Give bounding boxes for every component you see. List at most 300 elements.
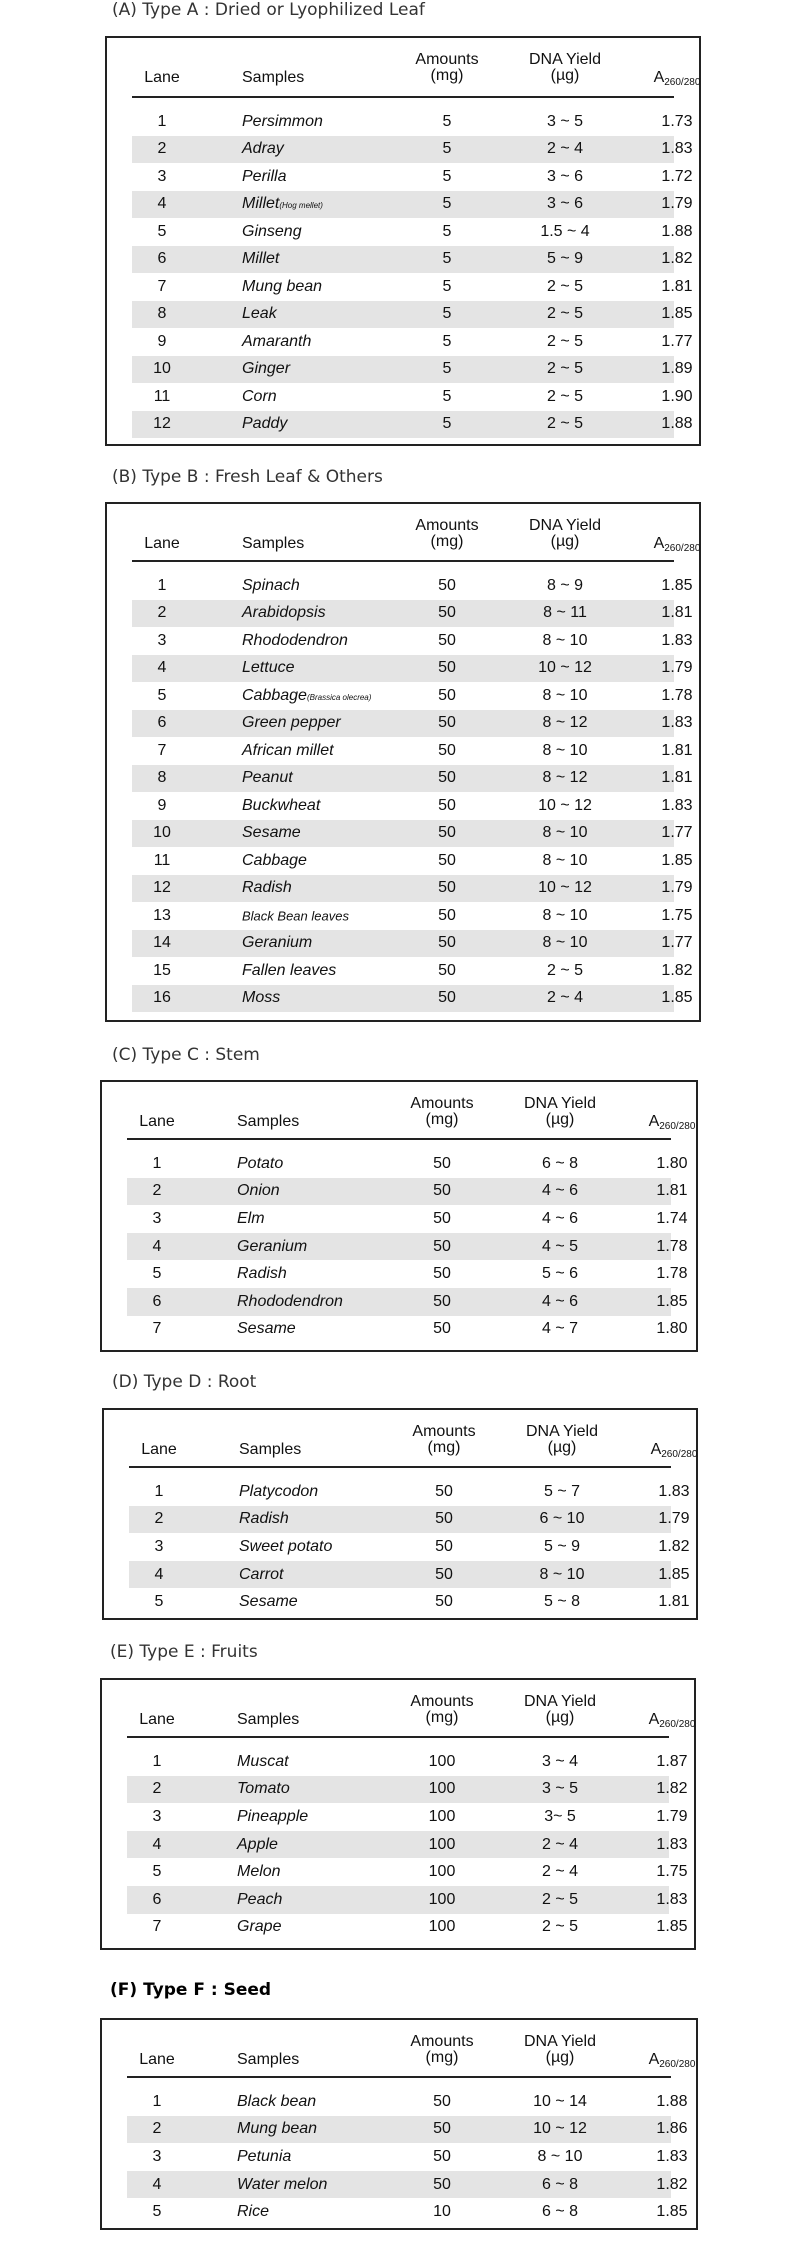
table-row: [127, 1288, 688, 1316]
table-row: [127, 2116, 688, 2144]
cell-sample: [242, 962, 336, 980]
cell-sample: [242, 742, 334, 760]
table-row: [132, 163, 693, 191]
section-title-a: (A) Type A : Dried or Lyophilized Leaf: [112, 0, 425, 20]
cell-lane: 3: [157, 631, 167, 649]
cell-sample-name: Radish: [239, 1510, 289, 1528]
header-samples: Samples: [237, 1113, 300, 1130]
cell-ratio: 1.83: [661, 140, 693, 158]
table-row: [132, 820, 693, 848]
header-yield-unit: (µg): [547, 1439, 577, 1456]
cell-sample: [242, 797, 320, 815]
cell-amount: 5: [442, 305, 452, 323]
cell-amount: 100: [428, 1835, 456, 1853]
table-header: [129, 1422, 698, 1468]
cell-ratio: 1.81: [658, 1593, 690, 1611]
cell-dna-yield: 1.5 ~ 4: [540, 222, 590, 240]
cell-sample: [237, 1182, 280, 1200]
cell-amount: 50: [435, 1593, 453, 1611]
cell-amount: 5: [442, 167, 452, 185]
cell-lane: 2: [157, 140, 167, 158]
header-amounts: [399, 1424, 489, 1456]
cell-lane: 4: [154, 1565, 164, 1583]
header-yield-unit: (µg): [550, 533, 580, 550]
cell-dna-yield: 2 ~ 5: [546, 415, 584, 433]
cell-lane: 14: [153, 934, 171, 952]
cell-ratio: 1.88: [656, 2092, 688, 2110]
table-row: [132, 930, 693, 958]
cell-amount: 50: [438, 631, 456, 649]
cell-ratio: 1.73: [661, 112, 693, 130]
header-ratio-sub: 260/280: [661, 1449, 698, 1460]
cell-sample: [237, 1753, 289, 1771]
header-samples: Samples: [237, 1711, 300, 1728]
cell-dna-yield: 5 ~ 8: [543, 1593, 581, 1611]
cell-dna-yield: 8 ~ 9: [546, 576, 584, 594]
cell-sample-note: (Brassica olecrea): [306, 692, 372, 702]
header-absorbance-ratio: [637, 2052, 707, 2073]
header-amounts: [402, 52, 492, 84]
cell-sample-name: Geranium: [242, 934, 313, 952]
cell-sample-name: Elm: [237, 1209, 265, 1227]
header-yield-unit: (µg): [550, 67, 580, 84]
cell-dna-yield: 2 ~ 4: [541, 1863, 579, 1881]
cell-sample-name: Grape: [237, 1918, 282, 1936]
cell-lane: 5: [157, 686, 167, 704]
header-lane: Lane: [139, 1113, 175, 1130]
cell-lane: 4: [157, 195, 167, 213]
cell-sample-name: Mung bean: [237, 2120, 318, 2138]
header-yield-unit: (µg): [545, 1709, 575, 1726]
cell-lane: 5: [152, 2203, 162, 2221]
cell-lane: 6: [152, 1890, 162, 1908]
cell-ratio: 1.88: [661, 222, 693, 240]
header-amounts-label: Amounts: [410, 2033, 474, 2050]
cell-dna-yield: 2 ~ 4: [546, 989, 584, 1007]
cell-amount: 50: [438, 659, 456, 677]
cell-dna-yield: 5 ~ 9: [546, 250, 584, 268]
header-dna-yield: [510, 518, 620, 550]
table-row: [132, 957, 693, 985]
cell-sample: [237, 1210, 265, 1228]
cell-ratio: 1.72: [661, 167, 693, 185]
cell-ratio: 1.75: [656, 1863, 688, 1881]
cell-sample: [242, 908, 349, 923]
cell-sample: [237, 1238, 307, 1256]
header-lane: Lane: [139, 1711, 175, 1728]
cell-lane: 3: [152, 1807, 162, 1825]
cell-amount: 100: [428, 1752, 456, 1770]
cell-amount: 50: [438, 989, 456, 1007]
cell-sample-name: Onion: [237, 1182, 280, 1200]
header-yield-unit: (µg): [545, 1111, 575, 1128]
table-row: [129, 1478, 690, 1506]
cell-lane: 13: [153, 906, 171, 924]
cell-sample-name: Pineapple: [237, 1807, 309, 1825]
cell-amount: 50: [433, 1154, 451, 1172]
header-absorbance-ratio: [637, 1712, 707, 1733]
cell-lane: 7: [157, 741, 167, 759]
cell-ratio: 1.78: [656, 1237, 688, 1255]
table-row: [127, 2198, 688, 2226]
header-ratio-main: A: [650, 1441, 662, 1458]
cell-sample: [239, 1483, 318, 1501]
cell-amount: 50: [433, 1209, 451, 1227]
cell-dna-yield: 6 ~ 8: [541, 1154, 579, 1172]
cell-sample-name: Geranium: [237, 1237, 308, 1255]
table-row: [132, 136, 693, 164]
cell-sample: [237, 2120, 317, 2138]
cell-lane: 1: [157, 112, 167, 130]
cell-ratio: 1.78: [661, 686, 693, 704]
cell-sample: [242, 604, 326, 622]
section-title-d: (D) Type D : Root: [112, 1372, 257, 1392]
cell-dna-yield: 4 ~ 6: [541, 1292, 579, 1310]
table-row: [127, 1803, 688, 1831]
cell-ratio: 1.88: [661, 415, 693, 433]
table-row: [132, 875, 693, 903]
cell-amount: 50: [438, 851, 456, 869]
header-ratio-main: A: [653, 69, 665, 86]
cell-amount: 50: [438, 906, 456, 924]
cell-dna-yield: 6 ~ 10: [539, 1510, 585, 1528]
cell-ratio: 1.79: [661, 195, 693, 213]
cell-amount: 50: [438, 714, 456, 732]
cell-amount: 50: [438, 576, 456, 594]
cell-sample: [237, 1293, 343, 1311]
table-row: [127, 1260, 688, 1288]
table-row: [127, 2171, 688, 2199]
cell-amount: 50: [438, 824, 456, 842]
cell-ratio: 1.90: [661, 387, 693, 405]
cell-lane: 11: [153, 387, 171, 405]
header-absorbance-ratio: [637, 1114, 707, 1135]
cell-ratio: 1.81: [661, 741, 693, 759]
cell-ratio: 1.81: [661, 277, 693, 295]
table-row: [127, 2143, 688, 2171]
cell-sample-name: African millet: [242, 741, 334, 759]
cell-amount: 50: [435, 1537, 453, 1555]
header-absorbance-ratio: [642, 70, 712, 91]
table-row: [132, 902, 693, 930]
cell-dna-yield: 8 ~ 11: [543, 604, 587, 622]
cell-dna-yield: 8 ~ 12: [542, 714, 588, 732]
cell-sample: [237, 2148, 291, 2166]
cell-ratio: 1.85: [656, 1292, 688, 1310]
table-row: [127, 1205, 688, 1233]
cell-sample-name: Perilla: [242, 167, 287, 185]
cell-lane: 5: [152, 1265, 162, 1283]
header-ratio-sub: 260/280: [664, 543, 701, 554]
cell-sample: [237, 1891, 282, 1909]
cell-dna-yield: 8 ~ 10: [542, 686, 588, 704]
cell-lane: 7: [152, 1918, 162, 1936]
table-row: [132, 985, 693, 1013]
header-amounts-label: Amounts: [410, 1693, 474, 1710]
cell-lane: 12: [153, 415, 171, 433]
cell-lane: 10: [153, 360, 171, 378]
table-row: [132, 301, 693, 329]
cell-amount: 50: [438, 961, 456, 979]
table-row: [132, 411, 693, 439]
header-dna-yield: [510, 52, 620, 84]
cell-dna-yield: 3 ~ 6: [546, 195, 584, 213]
cell-amount: 50: [433, 1265, 451, 1283]
cell-lane: 4: [152, 1835, 162, 1853]
cell-dna-yield: 3 ~ 5: [546, 112, 584, 130]
cell-sample: [237, 1780, 290, 1798]
table-row: [132, 572, 693, 600]
table-row: [132, 356, 693, 384]
header-yield-label: DNA Yield: [523, 2033, 597, 2050]
cell-amount: 100: [428, 1863, 456, 1881]
cell-sample: [242, 687, 371, 705]
cell-sample-name: Peach: [237, 1890, 283, 1908]
cell-ratio: 1.85: [661, 576, 693, 594]
cell-sample-name: Water melon: [237, 2175, 328, 2193]
cell-lane: 11: [153, 851, 171, 869]
cell-sample-name: Rhododendron: [242, 631, 348, 649]
header-absorbance-ratio: [642, 536, 712, 557]
cell-amount: 50: [438, 879, 456, 897]
cell-amount: 5: [442, 415, 452, 433]
cell-ratio: 1.83: [661, 631, 693, 649]
cell-ratio: 1.86: [656, 2120, 688, 2138]
header-lane: Lane: [144, 535, 180, 552]
cell-lane: 10: [153, 824, 171, 842]
header-amounts-label: Amounts: [412, 1423, 476, 1440]
cell-sample-name: Buckwheat: [242, 796, 321, 814]
cell-dna-yield: 8 ~ 10: [542, 824, 588, 842]
cell-sample: [242, 278, 322, 296]
cell-sample-name: Millet: [242, 250, 280, 268]
cell-amount: 5: [442, 332, 452, 350]
cell-sample: [242, 360, 290, 378]
cell-amount: 100: [428, 1890, 456, 1908]
cell-lane: 3: [152, 2147, 162, 2165]
cell-sample-name: Ginger: [242, 360, 291, 378]
header-samples: Samples: [237, 2051, 300, 2068]
cell-amount: 5: [442, 387, 452, 405]
cell-dna-yield: 2 ~ 4: [546, 140, 584, 158]
table-header: [127, 2032, 696, 2078]
cell-ratio: 1.82: [658, 1537, 690, 1555]
table-header: [132, 516, 701, 562]
cell-sample: [237, 1918, 281, 1936]
cell-ratio: 1.89: [661, 360, 693, 378]
cell-sample: [242, 305, 277, 323]
cell-sample: [239, 1566, 283, 1584]
cell-amount: 5: [442, 112, 452, 130]
cell-sample: [242, 140, 284, 158]
header-amounts: [397, 1096, 487, 1128]
cell-amount: 5: [442, 250, 452, 268]
cell-lane: 2: [157, 604, 167, 622]
header-amounts-label: Amounts: [415, 517, 479, 534]
cell-amount: 50: [438, 934, 456, 952]
cell-ratio: 1.85: [656, 2203, 688, 2221]
table-row: [132, 218, 693, 246]
cell-sample: [237, 2093, 316, 2111]
cell-sample-name: Sweet potato: [239, 1537, 333, 1555]
cell-sample-name: Melon: [237, 1863, 281, 1881]
cell-ratio: 1.80: [656, 1320, 688, 1338]
cell-sample-name: Adray: [242, 140, 284, 158]
cell-dna-yield: 8 ~ 10: [542, 934, 588, 952]
header-amounts: [397, 2034, 487, 2066]
cell-lane: 6: [157, 714, 167, 732]
table-row: [132, 627, 693, 655]
cell-sample: [242, 415, 287, 433]
cell-dna-yield: 2 ~ 5: [546, 961, 584, 979]
cell-sample: [242, 113, 323, 131]
table-row: [127, 1748, 688, 1776]
cell-ratio: 1.77: [661, 824, 693, 842]
header-ratio-main: A: [653, 535, 665, 552]
cell-sample-name: Mung bean: [242, 277, 323, 295]
cell-dna-yield: 3 ~ 6: [546, 167, 584, 185]
table-row: [127, 1776, 688, 1804]
cell-amount: 5: [442, 277, 452, 295]
cell-sample-name: Leak: [242, 305, 277, 323]
cell-sample-name: Moss: [242, 989, 281, 1007]
cell-ratio: 1.83: [661, 714, 693, 732]
cell-amount: 50: [433, 1237, 451, 1255]
table-header: [127, 1692, 696, 1738]
header-amounts: [397, 1694, 487, 1726]
table-row: [127, 1914, 688, 1942]
header-amounts-unit: (mg): [427, 1439, 461, 1456]
cell-sample-name: Black Bean leaves: [242, 908, 349, 924]
cell-lane: 6: [152, 1292, 162, 1310]
cell-dna-yield: 4 ~ 6: [541, 1182, 579, 1200]
cell-sample: [242, 989, 280, 1007]
table-row: [132, 792, 693, 820]
header-lane: Lane: [139, 2051, 175, 2068]
cell-ratio: 1.83: [656, 1890, 688, 1908]
table-row: [127, 1316, 688, 1344]
header-dna-yield: [505, 1096, 615, 1128]
table-row: [127, 1233, 688, 1261]
cell-sample: [242, 934, 312, 952]
header-yield-unit: (µg): [545, 2049, 575, 2066]
table-row: [132, 655, 693, 683]
table-header: [127, 1094, 696, 1140]
cell-dna-yield: 10 ~ 12: [538, 879, 592, 897]
header-samples: Samples: [239, 1441, 302, 1458]
cell-sample: [242, 168, 286, 186]
cell-dna-yield: 8 ~ 10: [542, 741, 588, 759]
table-e: [100, 1678, 696, 1950]
section-title-b: (B) Type B : Fresh Leaf & Others: [112, 467, 383, 487]
cell-dna-yield: 6 ~ 8: [541, 2175, 579, 2193]
header-amounts-unit: (mg): [425, 1111, 459, 1128]
cell-sample: [237, 1836, 278, 1854]
cell-sample-name: Muscat: [237, 1752, 289, 1770]
cell-amount: 5: [442, 360, 452, 378]
header-dna-yield: [505, 2034, 615, 2066]
cell-dna-yield: 5 ~ 9: [543, 1537, 581, 1555]
cell-ratio: 1.81: [656, 1182, 688, 1200]
table-row: [127, 1178, 688, 1206]
cell-ratio: 1.82: [661, 250, 693, 268]
header-samples: Samples: [242, 69, 305, 86]
header-ratio-sub: 260/280: [659, 1121, 696, 1132]
table-row: [132, 600, 693, 628]
header-amounts-label: Amounts: [415, 51, 479, 68]
section-title-c: (C) Type C : Stem: [112, 1045, 260, 1065]
cell-lane: 7: [157, 277, 167, 295]
table-row: [132, 682, 693, 710]
cell-dna-yield: 2 ~ 5: [546, 305, 584, 323]
cell-lane: 1: [152, 1752, 162, 1770]
cell-lane: 2: [152, 1182, 162, 1200]
cell-dna-yield: 6 ~ 8: [541, 2203, 579, 2221]
cell-amount: 50: [433, 2120, 451, 2138]
table-row: [129, 1561, 690, 1589]
cell-sample: [242, 632, 348, 650]
cell-ratio: 1.85: [661, 851, 693, 869]
cell-lane: 12: [153, 879, 171, 897]
cell-amount: 50: [433, 1320, 451, 1338]
cell-sample: [242, 659, 294, 677]
cell-amount: 100: [428, 1918, 456, 1936]
cell-lane: 5: [154, 1593, 164, 1611]
cell-dna-yield: 5 ~ 7: [543, 1482, 581, 1500]
cell-sample-note: (Hog mellet): [279, 201, 323, 211]
cell-dna-yield: 8 ~ 10: [542, 851, 588, 869]
cell-sample: [239, 1510, 289, 1528]
header-ratio-main: A: [648, 1711, 660, 1728]
header-ratio-main: A: [648, 1113, 660, 1130]
header-yield-label: DNA Yield: [528, 517, 602, 534]
header-yield-label: DNA Yield: [523, 1095, 597, 1112]
cell-dna-yield: 3 ~ 5: [541, 1780, 579, 1798]
cell-amount: 100: [428, 1807, 456, 1825]
cell-sample: [237, 1320, 296, 1338]
cell-amount: 50: [433, 1182, 451, 1200]
cell-sample: [242, 577, 300, 595]
cell-sample-name: Fallen leaves: [242, 961, 337, 979]
header-yield-label: DNA Yield: [528, 51, 602, 68]
table-row: [129, 1588, 690, 1616]
cell-ratio: 1.79: [661, 659, 693, 677]
cell-amount: 50: [438, 686, 456, 704]
cell-ratio: 1.82: [656, 1780, 688, 1798]
cell-dna-yield: 8 ~ 10: [542, 631, 588, 649]
cell-lane: 9: [157, 796, 167, 814]
table-row: [127, 1150, 688, 1178]
cell-sample-name: Millet: [242, 195, 280, 213]
cell-dna-yield: 2 ~ 5: [546, 332, 584, 350]
header-absorbance-ratio: [639, 1442, 709, 1463]
cell-ratio: 1.79: [658, 1510, 690, 1528]
cell-ratio: 1.85: [661, 989, 693, 1007]
cell-lane: 5: [157, 222, 167, 240]
cell-lane: 1: [152, 2092, 162, 2110]
cell-sample-name: Black bean: [237, 2092, 317, 2110]
cell-dna-yield: 5 ~ 6: [541, 1265, 579, 1283]
cell-sample-name: Radish: [237, 1265, 287, 1283]
cell-sample: [242, 195, 323, 213]
cell-sample: [242, 223, 302, 241]
cell-sample: [242, 852, 307, 870]
cell-sample-name: Rhododendron: [237, 1292, 343, 1310]
cell-sample-name: Amaranth: [242, 332, 312, 350]
table-row: [127, 2088, 688, 2116]
table-row: [132, 737, 693, 765]
cell-dna-yield: 3~ 5: [544, 1807, 576, 1825]
